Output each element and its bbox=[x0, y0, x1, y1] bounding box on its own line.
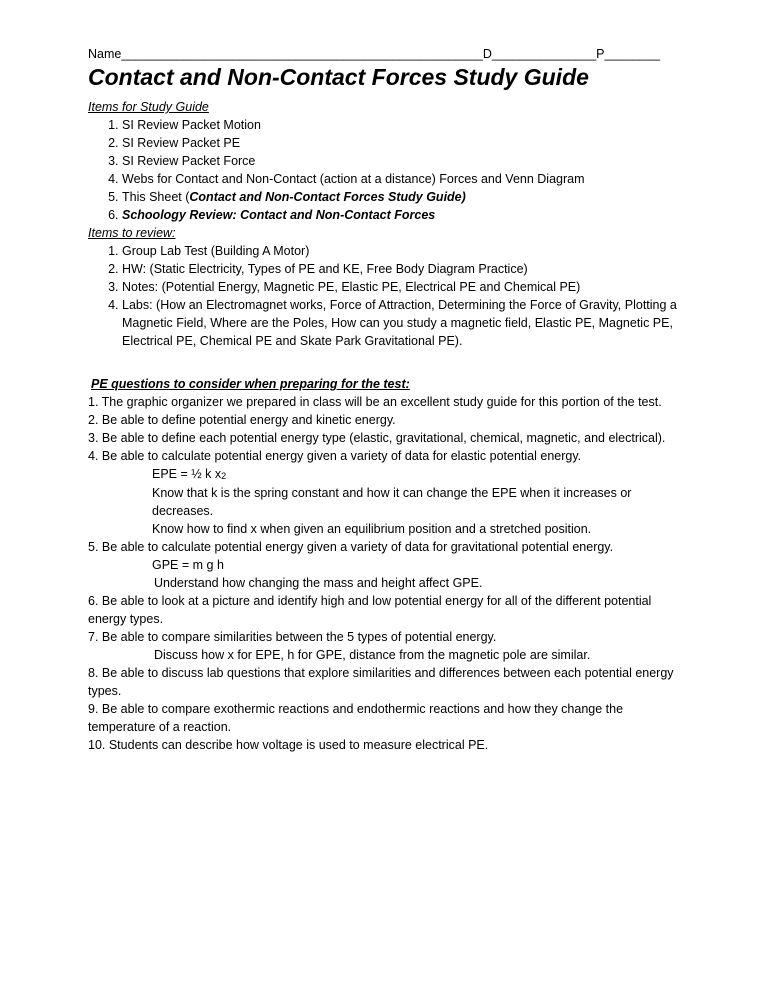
item5-prefix: This Sheet ( bbox=[122, 190, 190, 204]
list-item bbox=[122, 188, 680, 206]
epe-formula bbox=[88, 465, 680, 484]
question-1: 1. The graphic organizer we prepared in class will be an excellent study guide for this portion of the test. bbox=[88, 395, 662, 409]
question-4-note-1: Know that k is the spring constant and how it can change the EPE when it increases or decreases. bbox=[152, 486, 632, 518]
list-item bbox=[122, 206, 680, 224]
question-4: 4. Be able to calculate potential energy given a variety of data for elastic potential energy. bbox=[88, 449, 582, 463]
list-item: 1. Group Lab Test (Building A Motor) bbox=[122, 242, 680, 260]
question-5: 5. Be able to calculate potential energy given a variety of data for gravitational potential energy. bbox=[88, 540, 614, 554]
question-6: 6. Be able to look at a picture and identify high and low potential energy for all of the different potential energy types. bbox=[88, 594, 652, 626]
d-blank: _______________ bbox=[491, 47, 597, 61]
item6-bold: Schoology Review: Contact and Non-Contact Forces bbox=[122, 208, 436, 222]
p-label: P bbox=[596, 47, 605, 61]
page-title: Contact and Non-Contact Forces Study Guide bbox=[88, 64, 589, 90]
list-item: 2. HW: (Static Electricity, Types of PE and KE, Free Body Diagram Practice) bbox=[122, 260, 680, 278]
list-item: 2. SI Review Packet PE bbox=[122, 134, 680, 152]
list-item: 3. SI Review Packet Force bbox=[122, 152, 680, 170]
p-blank: ________ bbox=[604, 47, 661, 61]
study-guide-list bbox=[88, 116, 680, 224]
list-item: 4. Webs for Contact and Non-Contact (action at a distance) Forces and Venn Diagram bbox=[122, 170, 680, 188]
list-item: 3. Notes: (Potential Energy, Magnetic PE, Elastic PE, Electrical PE and Chemical PE) bbox=[122, 278, 680, 296]
question-5-note: Understand how changing the mass and height affect GPE. bbox=[154, 576, 483, 590]
gpe-formula: GPE = m g h bbox=[152, 558, 224, 572]
question-7-note: Discuss how x for EPE, h for GPE, distance from the magnetic pole are similar. bbox=[154, 648, 591, 662]
header-line bbox=[88, 46, 680, 62]
question-8: 8. Be able to discuss lab questions that explore similarities and differences between each potential energy types. bbox=[88, 666, 674, 698]
question-3: 3. Be able to define each potential energy type (elastic, gravitational, chemical, magnetic, and electrical). bbox=[88, 431, 666, 445]
review-heading: Items to review: bbox=[88, 226, 176, 240]
epe-exponent: 2 bbox=[221, 471, 227, 481]
name-blank: ____________________________________________________ bbox=[121, 47, 483, 61]
question-4-note-2: Know how to find x when given an equilibrium position and a stretched position. bbox=[152, 522, 592, 536]
review-list bbox=[88, 242, 680, 350]
question-7: 7. Be able to compare similarities between the 5 types of potential energy. bbox=[88, 630, 497, 644]
epe-formula-text: EPE = ½ k x bbox=[152, 467, 222, 481]
question-2: 2. Be able to define potential energy and kinetic energy. bbox=[88, 413, 396, 427]
pe-questions-heading: PE questions to consider when preparing for the test: bbox=[91, 377, 410, 391]
pe-questions bbox=[88, 393, 680, 754]
question-9: 9. Be able to compare exothermic reactions and endothermic reactions and how they change the temperature of a reaction. bbox=[88, 702, 624, 734]
item5-bold: Contact and Non-Contact Forces Study Guide) bbox=[189, 190, 466, 204]
name-label: Name bbox=[88, 47, 122, 61]
list-item: 1. SI Review Packet Motion bbox=[122, 116, 680, 134]
question-10: 10. Students can describe how voltage is used to measure electrical PE. bbox=[88, 738, 489, 752]
list-item: 4. Labs: (How an Electromagnet works, Force of Attraction, Determining the Force of Gravity, Plotting a Magnetic Field, Where are the Poles, How can you study a magnetic field, Elastic PE, Magnetic PE, Electrical PE, Chemical PE and Skate Park Gravitational PE). bbox=[122, 296, 680, 350]
d-label: D bbox=[482, 47, 492, 61]
study-guide-heading: Items for Study Guide bbox=[88, 100, 209, 114]
